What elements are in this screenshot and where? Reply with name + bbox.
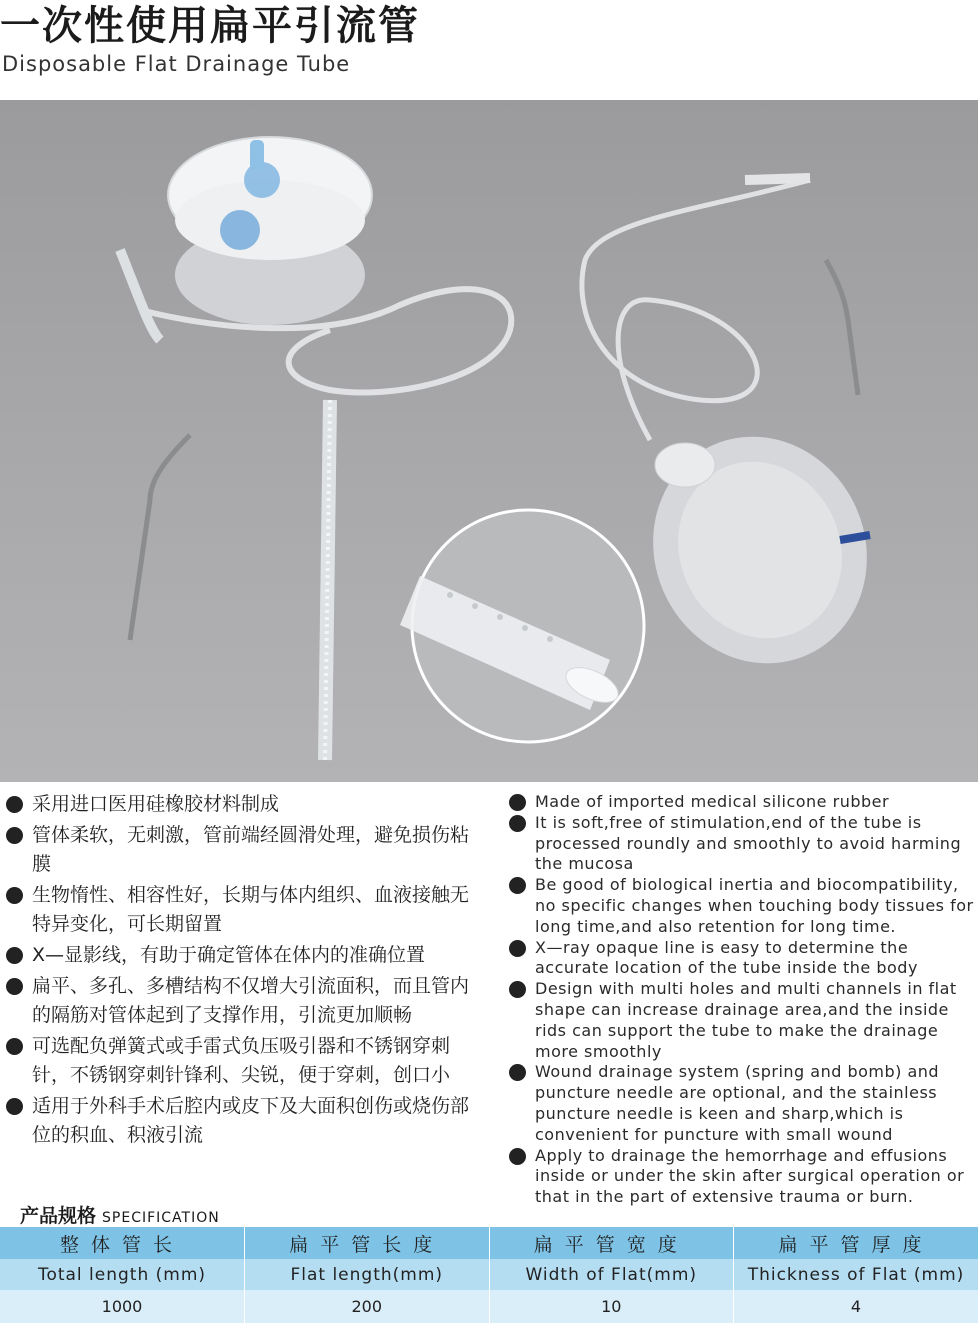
feature-en-item: It is soft,free of stimulation,end of the tube is processed roundly and smoothly to avoid harming the mucosa xyxy=(509,813,978,875)
features-en-list xyxy=(509,792,978,1208)
bullet-dot xyxy=(6,796,23,813)
tube-right xyxy=(582,180,810,440)
spec-value: 4 xyxy=(734,1290,978,1323)
spec-value: 10 xyxy=(489,1290,734,1323)
feature-cn-item: X—显影线，有助于确定管体在体内的准确位置 xyxy=(6,941,476,970)
spec-header-cn: 扁平管长度 xyxy=(245,1227,490,1259)
feature-en-item: Made of imported medical silicone rubber xyxy=(509,792,978,813)
spec-header-row-en xyxy=(0,1259,978,1290)
features-cn-list xyxy=(6,790,476,1152)
feature-en-item: Be good of biological inertia and biocompatibility, no specific changes when touching body tissues for long time,and also retention for long time. xyxy=(509,875,978,937)
spec-header-cn: 扁平管宽度 xyxy=(489,1227,734,1259)
flat-tube-left xyxy=(325,400,330,760)
bullet-dot xyxy=(509,815,526,832)
product-photo xyxy=(0,100,978,782)
spec-header-en: Flat length(mm) xyxy=(245,1259,490,1290)
feature-cn-item: 采用进口医用硅橡胶材料制成 xyxy=(6,790,476,819)
cross-section-magnifier xyxy=(400,510,644,742)
spec-value: 1000 xyxy=(0,1290,245,1323)
feature-en-item: Design with multi holes and multi channels in flat shape can increase drainage area,and the inside rids can support the tube to make the drainage more smoothly xyxy=(509,979,978,1062)
drainage-bulb xyxy=(616,401,904,698)
needle-right xyxy=(826,260,858,395)
spec-header-en: Total length (mm) xyxy=(0,1259,245,1290)
bullet-dot xyxy=(6,978,23,995)
spec-header-en: Width of Flat(mm) xyxy=(489,1259,734,1290)
spec-value: 200 xyxy=(245,1290,490,1323)
negative-pressure-container xyxy=(120,137,372,340)
feature-en-item: Apply to drainage the hemorrhage and effusions inside or under the skin after surgical operation or that in the part of extensive trauma or burn. xyxy=(509,1146,978,1208)
bullet-dot xyxy=(6,827,23,844)
feature-cn-item: 适用于外科手术后腔内或皮下及大面积创伤或烧伤部位的积血、积液引流 xyxy=(6,1092,476,1150)
spec-label xyxy=(20,1201,220,1228)
feature-en-item: X—ray opaque line is easy to determine the accurate location of the tube inside the body xyxy=(509,938,978,980)
feature-cn-item: 可选配负弹簧式或手雷式负压吸引器和不锈钢穿刺针，不锈钢穿刺针锋利、尖锐，便于穿刺，创口小 xyxy=(6,1032,476,1090)
bullet-dot xyxy=(509,1064,526,1081)
feature-en-item: Wound drainage system (spring and bomb) and puncture needle are optional, and the stainless puncture needle is keen and sharp,which is convenient for puncture with small wound xyxy=(509,1062,978,1145)
spec-header-row-cn xyxy=(0,1227,978,1259)
bullet-dot xyxy=(6,887,23,904)
spec-label-en: SPECIFICATION xyxy=(102,1210,220,1226)
page-title-cn: 一次性使用扁平引流管 xyxy=(0,3,420,49)
bullet-dot xyxy=(509,940,526,957)
feature-cn-item: 管体柔软，无刺激，管前端经圆滑处理，避免损伤粘膜 xyxy=(6,821,476,879)
needle-left xyxy=(130,435,190,640)
bullet-dot xyxy=(509,794,526,811)
bullet-dot xyxy=(509,1148,526,1165)
bullet-dot xyxy=(6,1098,23,1115)
bullet-dot xyxy=(509,877,526,894)
page-title-en: Disposable Flat Drainage Tube xyxy=(2,52,351,76)
feature-cn-item: 扁平、多孔、多槽结构不仅增大引流面积，而且管内的隔筋对管体起到了支撑作用，引流更加顺畅 xyxy=(6,972,476,1030)
bullet-dot xyxy=(509,981,526,998)
spec-header-en: Thickness of Flat (mm) xyxy=(734,1259,978,1290)
bullet-dot xyxy=(6,947,23,964)
spec-header-cn: 整体管长 xyxy=(0,1227,245,1259)
spec-value-row xyxy=(0,1290,978,1323)
feature-cn-item: 生物惰性、相容性好，长期与体内组织、血液接触无特异变化，可长期留置 xyxy=(6,881,476,939)
spec-label-cn: 产品规格 xyxy=(20,1205,97,1227)
bullet-dot xyxy=(6,1038,23,1055)
spec-header-cn: 扁平管厚度 xyxy=(734,1227,978,1259)
spec-table xyxy=(0,1227,978,1323)
